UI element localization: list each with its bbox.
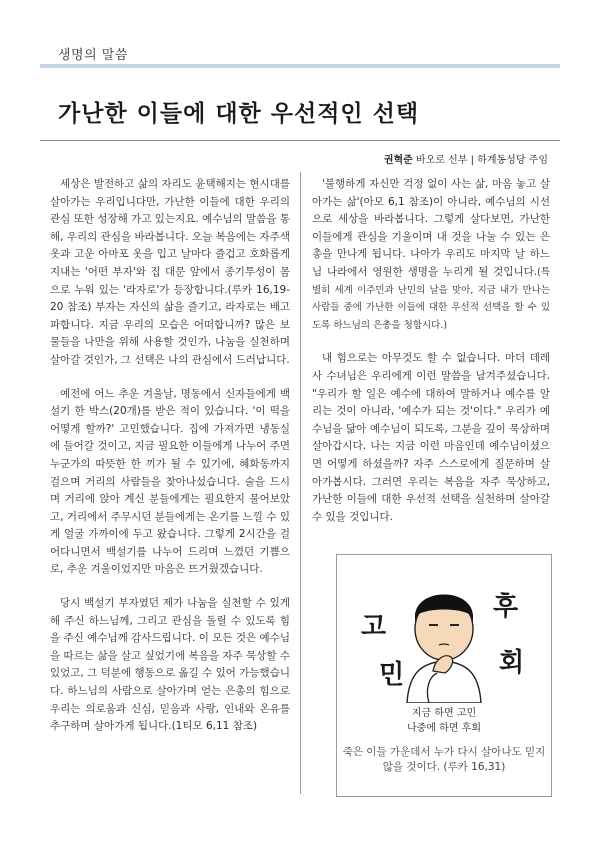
- byline: [384, 151, 548, 166]
- char-hoe: 회: [499, 648, 525, 678]
- section-title: 생명의 말씀: [58, 48, 128, 63]
- paragraph: [312, 176, 550, 334]
- char-min: 민: [379, 660, 405, 690]
- caption-line: 지금 하면 고민: [411, 708, 477, 719]
- column-divider: [300, 172, 301, 794]
- header-rule: [40, 64, 560, 68]
- paragraph: 예전에 어느 추운 겨울날, 명동에서 신자들에게 백설기 한 박스(20개)를 받은 적이 있습니다. '이 떡을 어떻게 할까?' 고민했습니다. 집에 가져가면 냉동실에 들어갈 것이고, 지금 필요한 이들에게 나누어 주면 누군가의 따뜻한 한 끼가 될 수 있기에, 혜화동까지 걸으며 거리의 사람들을 찾아나섰습니다. 술을 드시며 거리에 앉아 계신 분들에게는 필요한지 물어보았고, 거리에서 주무시던 분들에게는 온기를 느낄 수 있게 얼굴 가까이에 두고 왔습니다. 그렇게 2시간을 걸어다니면서 백설기를 나누어 드리며 느꼈던 기쁨으로, 추운 겨울이었지만 마음은 뜨거웠겠습니다.: [50, 387, 290, 576]
- title-rule: [40, 140, 560, 141]
- paragraph: 당시 백설기 부자였던 제가 나눔을 실천할 수 있게 해 주신 하느님께, 그리고 관심을 돌릴 수 있도록 힘을 주신 예수님께 감사드립니다. 이 모든 것은 예수님을 따르는 삶을 살고 싶었기에 복음을 자주 묵상할 수 있었고, 그 덕분에 행동으로 옮길 수 있어 가능했습니다. 하느님의 사람으로 살아가며 얻는 은총의 힘으로 우리는 의로움과 신심, 믿음과 사랑, 인내와 온유를 추구하며 살아가게 됩니다.(1티모 6,11 참조): [50, 597, 290, 733]
- right-column: [312, 176, 550, 526]
- illustration-caption: [337, 706, 551, 736]
- char-hu: 후: [493, 592, 519, 622]
- illustration-box: [336, 554, 552, 797]
- paragraph: 세상은 발전하고 삶의 자리도 윤택해지는 현시대를 살아가는 우리입니다만, 가난한 이들에 대한 우리의 관심 또한 성장해 가고 있는지요. 예수님의 말씀을 통해, 우리의 관심을 바라봅니다. 오늘 복음에는 자주색 옷과 고운 아마포 옷을 입고 날마다 즐겁고 호화롭게 지내는 '어떤 부자'와 집 대문 앞에서 종기투성이 몸으로 누워 있는 '라자로'가 등장합니다.(루카 16,19-20 참조) 부자는 자신의 삶을 즐기고, 라자로는 배고파합니다. 지금 우리의 모습은 어떠합니까? 많은 보물들을 나만을 위해 사용할 것인가, 나눔을 실천하며 살아갈 것인가, 그 선택은 나의 관심에서 드러납니다.: [50, 178, 290, 366]
- char-go: 고: [361, 612, 387, 642]
- paragraph-text: '불행하게 자신만 걱정 없이 사는 삶, 마음 놓고 살아가는 삶'(아모 6,1 참조)이 아니라, 예수님의 시선으로 세상을 바라봅니다. 그렇게 살다보면, 가난한 이들에게 관심을 기울이며 내 것을 나눌 수 있는 은총을 만나게 됩니다. 나아가 우리도 마지막 날 하느님 나라에서 영원한 생명을 누리게 될 것입니다.: [312, 178, 550, 278]
- author-role: 바오로 신부 | 하계동성당 주임: [412, 155, 548, 166]
- paragraph: 내 힘으로는 아무것도 할 수 없습니다. 마더 데레사 수녀님은 우리에게 이런 말씀을 남겨주셨습니다. "우리가 할 일은 예수에 대하여 말하거나 예수를 알리는 것이 아니라, '예수가 되는 것'이다." 우리가 예수님을 닮아 예수님이 되도록, 그분을 깊이 묵상하며 살아갑시다. 나는 지금 이런 마음인데 예수님이셨으면 어떻게 하셨을까? 자주 스스로에게 질문하며 살아가봅시다. 그러면 우리는 복음을 자주 묵상하고, 가난한 이들에 대한 우선적 선택을 실천하며 살아갈 수 있을 것입니다.: [312, 352, 550, 523]
- page-title: 가난한 이들에 대한 우선적인 선택: [58, 100, 420, 127]
- thinking-person-illustration: [359, 573, 529, 703]
- author-name: 권혁준: [383, 155, 413, 166]
- caption-line: 나중에 하면 후회: [407, 723, 481, 734]
- scripture-quote: 죽은 이들 가운데서 누가 다시 살아나도 믿지 않을 것이다. (루카 16,31): [342, 746, 546, 773]
- paragraph-note: (특별히 세계 이주민과 난민의 날을 맞아, 지금 내가 만나는 사람들 중에 가난한 이들에 대한 우선적 선택을 할 수 있도록 하느님의 은총을 청합시다.): [312, 266, 550, 331]
- left-column: [50, 176, 290, 736]
